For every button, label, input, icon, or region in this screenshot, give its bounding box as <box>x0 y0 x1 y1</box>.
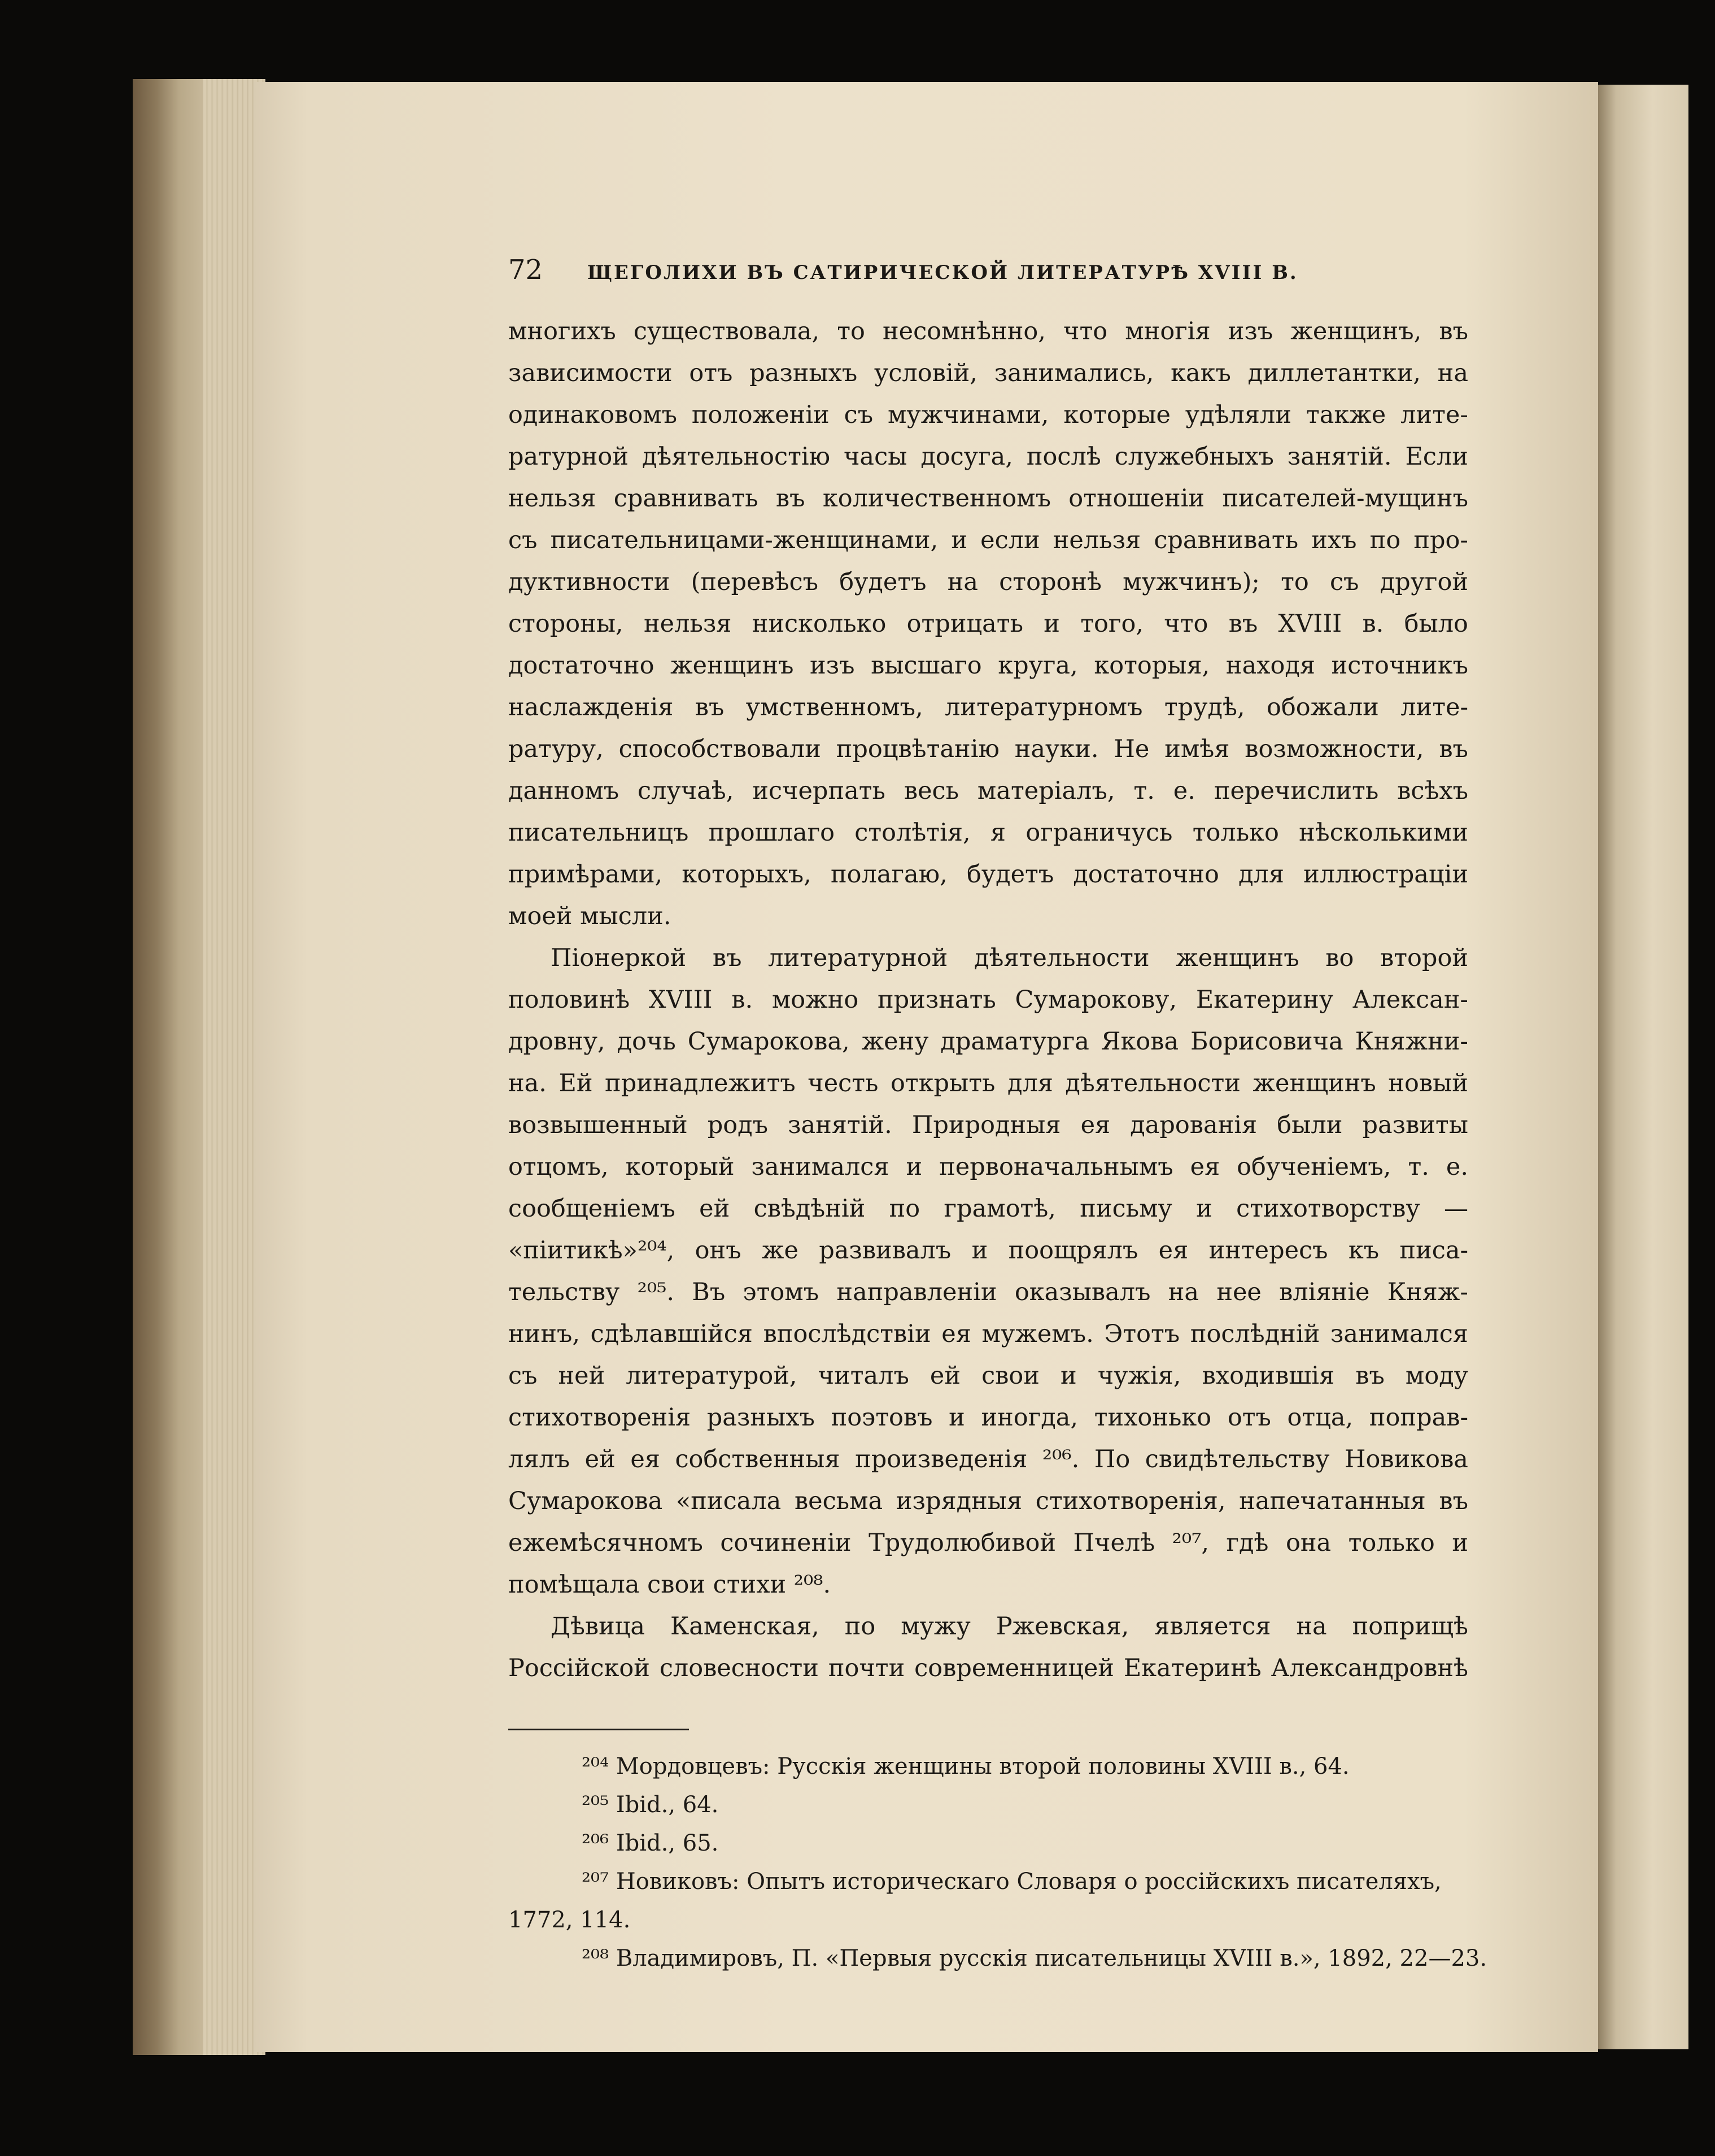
footnote: ²⁰⁸ Владимировъ, П. «Первыя русскія писательницы XVIII в.», 1892, 22—23. <box>582 1945 1487 1971</box>
text-line: достаточно женщинъ изъ высшаго круга, которыя, находя источникъ <box>508 651 1468 680</box>
footnote-rule <box>508 1729 689 1730</box>
footnote: ²⁰⁷ Новиковъ: Опытъ историческаго Словаря о россійскихъ писателяхъ, <box>582 1869 1442 1895</box>
text-line: Дѣвица Каменская, по мужу Ржевская, является на поприщѣ <box>551 1612 1468 1641</box>
text-line: съ ней литературой, читалъ ей свои и чужія, входившія въ моду <box>508 1362 1468 1390</box>
text-line: нинъ, сдѣлавшійся впослѣдствіи ея мужемъ. Этотъ послѣдній занимался <box>508 1320 1468 1348</box>
running-head: ЩЕГОЛИХИ ВЪ САТИРИЧЕСКОЙ ЛИТЕРАТУРѢ XVIII В. <box>587 261 1298 284</box>
page-number: 72 <box>508 254 543 286</box>
text-line: возвышенный родъ занятій. Природныя ея дарованія были развиты <box>508 1111 1468 1139</box>
text-line: Сумарокова «писала весьма изрядныя стихотворенія, напечатанныя въ <box>508 1487 1468 1515</box>
text-line: стихотворенія разныхъ поэтовъ и иногда, тихонько отъ отца, поправ- <box>508 1403 1468 1432</box>
footnotes <box>508 1747 1487 1978</box>
text-line: одинаковомъ положеніи съ мужчинами, которые удѣляли также лите- <box>508 401 1468 429</box>
text-line: на. Ей принадлежитъ честь открыть для дѣятельности женщинъ новый <box>508 1069 1468 1097</box>
text-line: ежемѣсячномъ сочиненіи Трудолюбивой Пчелѣ ²⁰⁷, гдѣ она только и <box>508 1529 1468 1557</box>
text-line: «піитикѣ»²⁰⁴, онъ же развивалъ и поощрялъ ея интересъ къ писа- <box>508 1236 1468 1265</box>
text-line: моей мысли. <box>508 902 671 930</box>
text-line: дровну, дочь Сумарокова, жену драматурга Якова Борисовича Княжни- <box>508 1027 1468 1056</box>
text-line: ратуру, способствовали процвѣтанію науки. Не имѣя возможности, въ <box>508 735 1468 763</box>
text-line: нельзя сравнивать въ количественномъ отношеніи писателей-мущинъ <box>508 484 1468 513</box>
text-line: Піонеркой въ литературной дѣятельности женщинъ во второй <box>551 944 1468 972</box>
text-line: наслажденія въ умственномъ, литературномъ трудѣ, обожали лите- <box>508 693 1468 721</box>
footnote: ²⁰⁶ Ibid., 65. <box>582 1830 719 1856</box>
text-line: стороны, нельзя нисколько отрицать и того, что въ XVIII в. было <box>508 610 1468 638</box>
text-line: данномъ случаѣ, исчерпать весь матеріалъ, т. е. перечислить всѣхъ <box>508 777 1468 805</box>
text-line: писательницъ прошлаго столѣтія, я ограничусь только нѣсколькими <box>508 819 1468 847</box>
text-line: сообщеніемъ ей свѣдѣній по грамотѣ, письму и стихотворству — <box>508 1195 1468 1223</box>
text-line: ратурной дѣятельностію часы досуга, послѣ служебныхъ занятій. Если <box>508 443 1468 471</box>
footnote: ²⁰⁵ Ibid., 64. <box>582 1792 719 1818</box>
page-content <box>508 254 1487 1978</box>
text-line: примѣрами, которыхъ, полагаю, будетъ достаточно для иллюстраціи <box>508 860 1468 889</box>
text-line: отцомъ, который занимался и первоначальнымъ ея обученіемъ, т. е. <box>508 1153 1468 1181</box>
text-line: Россійской словесности почти современницей Екатеринѣ Александровнѣ <box>508 1654 1468 1682</box>
text-line: помѣщала свои стихи ²⁰⁸. <box>508 1571 831 1599</box>
text-line: съ писательницами-женщинами, и если нельзя сравнивать ихъ по про- <box>508 526 1468 554</box>
text-line: многихъ существовала, то несомнѣнно, что многія изъ женщинъ, въ <box>508 317 1468 346</box>
footnote-continuation: 1772, 114. <box>508 1907 631 1933</box>
text-line: лялъ ей ея собственныя произведенія ²⁰⁶. По свидѣтельству Новикова <box>508 1445 1468 1473</box>
text-line: половинѣ XVIII в. можно признать Сумарокову, Екатерину Алексан- <box>508 986 1468 1014</box>
footnote: ²⁰⁴ Мордовцевъ: Русскія женщины второй половины XVIII в., 64. <box>582 1753 1350 1779</box>
text-line: зависимости отъ разныхъ условій, занимались, какъ диллетантки, на <box>508 359 1468 387</box>
body-text <box>508 311 1468 1689</box>
text-line: дуктивности (перевѣсъ будетъ на сторонѣ мужчинъ); то съ другой <box>508 568 1468 596</box>
facing-page-edge <box>1598 85 1688 2049</box>
text-line: тельству ²⁰⁵. Въ этомъ направленіи оказывалъ на нее вліяніе Княж- <box>508 1278 1468 1306</box>
page-header <box>508 254 1468 299</box>
